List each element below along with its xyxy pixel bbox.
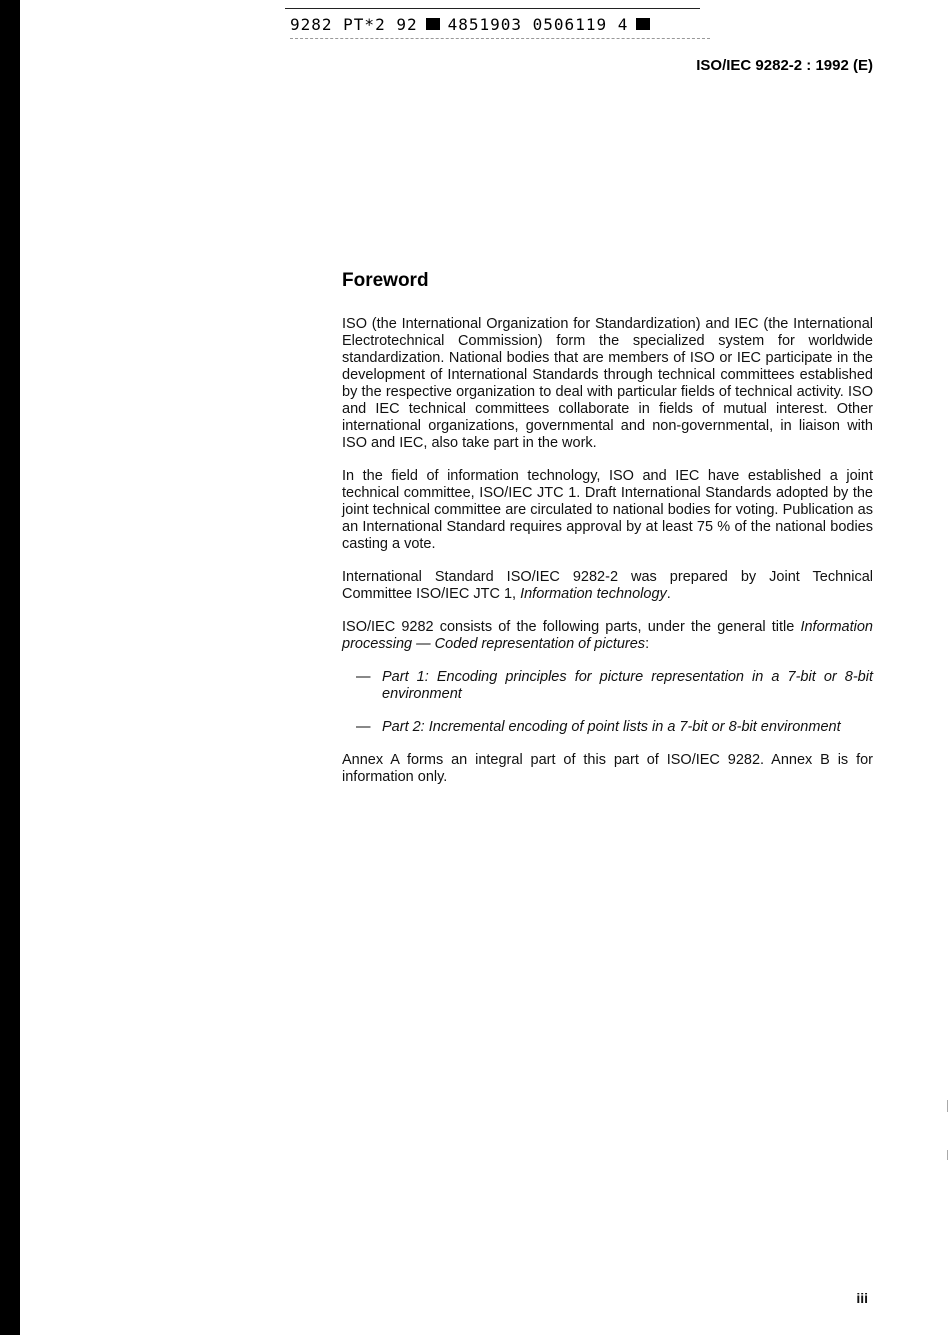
parts-intro-end: :	[645, 636, 650, 652]
paragraph-parts-intro	[342, 619, 873, 653]
dash-bullet: —	[356, 719, 371, 735]
scan-artifact	[947, 1150, 948, 1160]
paragraph-iso-iec: ISO (the International Organization for Standardization) and IEC (the International Electrotechnical Commission) form the specialized system for worldwide standardization. National bodies that are members of ISO or IEC participate in the development of International Standards through technical committees established by the respective organization to deal with particular fields of technical activity. ISO and IEC technical committees collaborate in fields of mutual interest. Other international organizations, governmental and non-governmental, in liaison with ISO and IEC, also take part in the work.	[342, 316, 873, 451]
paragraph-annex: Annex A forms an integral part of this part of ISO/IEC 9282. Annex B is for information only.	[342, 752, 873, 785]
scan-rule	[285, 8, 700, 9]
document-id: ISO/IEC 9282-2 : 1992 (E)	[696, 57, 873, 74]
scan-code-1: 9282 PT*2 92	[290, 14, 418, 34]
prepared-by-italic: Information technology	[520, 586, 667, 602]
scan-border	[0, 0, 20, 1335]
scan-header-code	[290, 14, 658, 34]
page-number: iii	[856, 1290, 868, 1306]
part-2-text: Part 2: Incremental encoding of point lists in a 7-bit or 8-bit environment	[382, 719, 841, 735]
scan-dash-rule	[290, 38, 710, 40]
foreword-section	[342, 270, 873, 802]
scan-block-mark	[636, 18, 650, 30]
paragraph-prepared-by	[342, 569, 873, 603]
page-title: Foreword	[342, 270, 429, 291]
scan-code-2: 4851903 0506119 4	[447, 14, 629, 34]
dash-bullet: —	[356, 669, 371, 685]
scan-artifact	[947, 1100, 948, 1112]
parts-intro-italic: Information processing — Coded representation of pictures	[342, 619, 873, 652]
prepared-by-text: International Standard ISO/IEC 9282-2 was prepared by Joint Technical Committee ISO/IEC JTC 1,	[342, 569, 873, 602]
part-1-text: Part 1: Encoding principles for picture representation in a 7-bit or 8-bit environment	[382, 669, 873, 702]
list-item	[356, 719, 873, 736]
scan-block-mark	[426, 18, 440, 30]
prepared-by-end: .	[666, 586, 671, 602]
parts-intro-text: ISO/IEC 9282 consists of the following parts, under the general title	[342, 619, 801, 635]
paragraph-jtc1: In the field of information technology, ISO and IEC have established a joint technical committee, ISO/IEC JTC 1. Draft International Standards adopted by the joint technical committee are circulated to national bodies for voting. Publication as an International Standard requires approval by at least 75 % of the national bodies casting a vote.	[342, 468, 873, 552]
list-item	[356, 669, 873, 703]
